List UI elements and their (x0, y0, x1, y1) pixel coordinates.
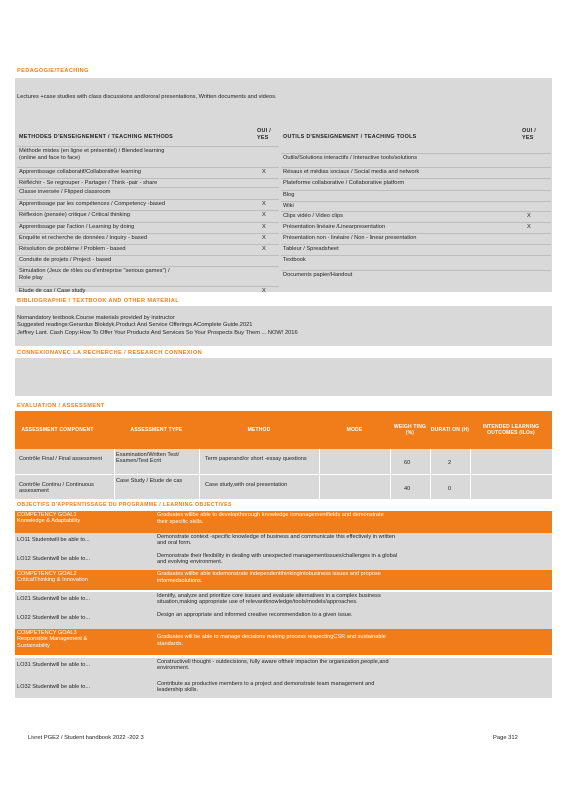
lo-code: LO31 Studentwill be able to... (17, 662, 91, 668)
tool-item-label: Textbook (283, 257, 306, 263)
row-divider (281, 233, 551, 234)
row-divider (17, 233, 279, 234)
tool-item-label: Clips vidéo / Video clips (283, 213, 343, 219)
method-item-label-cont: Role play (19, 275, 43, 281)
method-item-label: Apprentissage collaboratif/Collaborative learning (19, 169, 142, 175)
row-divider (17, 178, 279, 179)
goal-description: Graduates will be able to manage decisions making process respectingCSR and sustainable (157, 634, 386, 640)
lo-description: Constructivell thought - outdecisions, fully aware oftheir impacton the organization,people,and (157, 659, 389, 665)
lo-code: LO22 Studentwill be able to... (17, 615, 91, 621)
goal-label-sub: Knowledge & Adaptability (17, 518, 81, 524)
tools-yes-header: YES (522, 135, 534, 141)
row-divider (281, 244, 551, 245)
method-mark: X (262, 201, 266, 207)
mode-header: MODE (319, 411, 390, 449)
row-divider (281, 211, 551, 212)
research-title: CONNEXIONAVEC LA RECHERCHE / RESEARCH CONNEXION (17, 350, 203, 356)
tool-mark: X (527, 224, 531, 230)
row-divider (17, 199, 279, 200)
goal-label: COMPETENCY GOAL1 (17, 512, 77, 518)
methods-yes-header: YES (257, 135, 269, 141)
assessment-component: Contrôle Final / Final assessment (19, 456, 103, 462)
row-divider (281, 190, 551, 191)
row-divider (17, 146, 279, 147)
assessment-method: Term paperand/or short -essay questions (205, 456, 307, 462)
lo-description-cont: leadership skills. (157, 687, 199, 693)
row-divider (281, 178, 551, 179)
method-mark: X (262, 246, 266, 252)
method-item-label: Réfléchir - Se regrouper - Partager / Think -pair - share (19, 180, 158, 186)
method-item-label: Conduite de projets / Project - based (19, 257, 112, 263)
lo-code: LO12 Studentwill be able to... (17, 556, 91, 562)
method-item-label: Simulation (Jeux de rôles ou d'entreprise "serious games") / (19, 268, 170, 274)
duration-header: DURATI ON (H) (430, 411, 470, 449)
bibliography-line: Suggested readings:Gerardus Blokdyk.Product And Service Offerings AComplete Guide.2021 (17, 322, 253, 328)
method-mark: X (262, 224, 266, 230)
method-item-label: Etude de cas / Case study (19, 288, 86, 294)
goal-description-cont: standards. (157, 641, 184, 647)
assessment-weighting: 40 (404, 486, 411, 492)
row-divider (281, 167, 551, 168)
column-divider (430, 449, 431, 499)
bibliography-title: BIBLIOGRAPHIE / TEXTBOOK AND OTHER MATERIAL (17, 298, 180, 304)
column-divider (390, 449, 391, 499)
lo-description: Demonstrate their flexibility in dealing with unexpected managementissues/challenges in a global (157, 553, 398, 559)
lo-code: LO11 Studentwill be able to... (17, 537, 90, 543)
goal-label-sub2: Sustainability (17, 643, 50, 649)
column-divider (114, 449, 115, 499)
row-divider (15, 500, 552, 501)
tool-item-label: Wiki (283, 203, 294, 209)
header-filler (100, 411, 114, 449)
method-header: METHOD (199, 411, 319, 449)
method-item-label: Enquête et recherche de données / Inquiry - based (19, 235, 148, 241)
lo-description: Design an appropriate and informed creative recommendation to a given issue. (157, 612, 353, 618)
method-item-label: Apprentissage par l'action / Learning by doing (19, 224, 135, 230)
lo-description-cont: environment. (157, 665, 190, 671)
lo-code: LO21 Studentwill be able to... (17, 596, 91, 602)
row-divider (17, 210, 279, 211)
research-panel (15, 358, 552, 396)
goal-label: COMPETENCY GOAL3 (17, 630, 77, 636)
assessment-weighting: 60 (404, 460, 411, 466)
row-divider (281, 270, 551, 271)
footer-page: Page 312 (493, 735, 518, 741)
method-item-label: Classe inversée / Flipped classroom (19, 189, 111, 195)
assessment-type-header: ASSESSMENT TYPE (114, 411, 199, 449)
method-mark: X (262, 288, 266, 294)
lo-description-cont: and oral form. (157, 540, 192, 546)
pedagogy-title: PEDAGOGIE/TEACHING (17, 68, 89, 74)
goal-label-sub: Responsible Management & (17, 636, 88, 642)
method-mark: X (262, 169, 266, 175)
lo-description-cont: situation,making appropriate use of relevantknowledge/tools/models/approaches. (157, 599, 358, 605)
method-item-label: Résolution de problème / Problem - based (19, 246, 126, 252)
tool-item-label: Blog (283, 192, 295, 198)
tool-item-label: Plateforme collaborative / Collaborative platform (283, 180, 405, 186)
tool-mark: X (527, 213, 531, 219)
goal-description-cont: their specific skills. (157, 519, 204, 525)
objectives-title: OBJECTIFS D'APPRENTISSAGE DU PROGRAMME / LEARNING OBJECTIVES (17, 502, 232, 508)
lo-description-cont: and evolving environment. (157, 559, 223, 565)
row-divider (281, 222, 551, 223)
footer-left: Livret PGE2 / Student handbook 2022 -202 3 (28, 735, 144, 741)
row-divider (281, 201, 551, 202)
column-divider (199, 449, 200, 499)
tool-item-label: Documents papier/Handout (283, 272, 353, 278)
row-divider (15, 474, 552, 475)
assessment-component-header: ASSESSMENT COMPONENT (15, 411, 100, 449)
assessment-type: Examination/Written Test/ Examen/Test Ecrit (116, 452, 180, 465)
tool-item-label: Résaux et médias sociaux / Social media and network (283, 169, 420, 175)
method-item-label: Apprentissage par les compétences / Competency -based (19, 201, 166, 207)
outcomes-header: INTENDED LEARNING OUTCOMES (ILOs) (470, 411, 552, 449)
row-divider (17, 187, 279, 188)
assessment-component: Contrôle Continu / Continuous assessment (19, 482, 94, 495)
row-divider (17, 286, 279, 287)
row-divider (17, 222, 279, 223)
row-divider (17, 167, 279, 168)
row-divider (281, 153, 551, 154)
bibliography-line: Jeffrey Lant. Cash Copy:How To Offer Your Products And Services So Your Prospects Buy Them ... NOW! 2016 (17, 330, 298, 336)
goal-description: Graduates willbe able todemonstrate independentthinkingintobusiness issues and propose (157, 571, 381, 577)
bibliography-line: Nomandatory textbook.Course materials provided by instructor (17, 315, 175, 321)
methods-header: METHODES D'ENSEIGNEMENT / TEACHING METHODS (19, 134, 174, 140)
lo-description: Contribute as productive members to a project and demonstrate team management and (157, 681, 375, 687)
pedagogy-text: Lectures +case studies with class discussions and/ororal presentations, Written documents and videos. (17, 94, 277, 100)
column-divider (470, 449, 471, 499)
method-item-label: Méthode mixtes (en ligne et présentiel) / Blended learning (19, 148, 165, 154)
method-item-label-cont: (online and face to face) (19, 155, 81, 161)
methods-oui-header: OUI / (257, 128, 272, 134)
tool-item-label: Présentation linéaire /Linearpresentation (283, 224, 386, 230)
tool-item-label: Outils/Solutions interactifs / Interactive tools/solutions (283, 155, 418, 161)
goal-label: COMPETENCY GOAL2 (17, 571, 77, 577)
tools-oui-header: OUI / (522, 128, 537, 134)
lo-code: LO32 Studentwill be able to... (17, 684, 91, 690)
assessment-method: Case study,with oral presentation (205, 482, 288, 488)
tool-item-label: Présentation non - linéaire / Non - linear presentation (283, 235, 417, 241)
method-mark: X (262, 212, 266, 218)
lo-description: Identify, analyze and prioritize core issues and evaluate alternatives in a complex business (157, 593, 381, 599)
row-divider (17, 255, 279, 256)
row-divider (17, 244, 279, 245)
weighting-header: WEIGH TING (%) (390, 411, 430, 449)
tool-item-label: Tableur / Spreadsheet (283, 246, 339, 252)
column-divider (319, 449, 320, 499)
assessment-duration: 2 (448, 460, 452, 466)
assessment-duration: 0 (448, 486, 452, 492)
goal-band (15, 629, 552, 655)
goal-description-cont: informedsolutions. (157, 578, 203, 584)
tools-header: OUTILS D'ENSEIGNEMENT / TEACHING TOOLS (283, 134, 417, 140)
goal-label-sub: CriticalThinking & Innovation (17, 577, 88, 583)
goal-description: Graduates willbe able to developthorough knowledge inmanagementfields and demonstrate (157, 512, 384, 518)
row-divider (17, 266, 279, 267)
lo-description: Demonstrate context -specific knowledge of business and communicate this effectively in written (157, 534, 396, 540)
method-mark: X (262, 235, 266, 241)
row-divider (281, 255, 551, 256)
evaluation-title: EVALUATION / ASSESSMENT (17, 403, 105, 409)
assessment-type: Case Study / Etude de cas (116, 478, 183, 484)
method-item-label: Réflexion (pensée) critique / Critical thinking (19, 212, 130, 218)
